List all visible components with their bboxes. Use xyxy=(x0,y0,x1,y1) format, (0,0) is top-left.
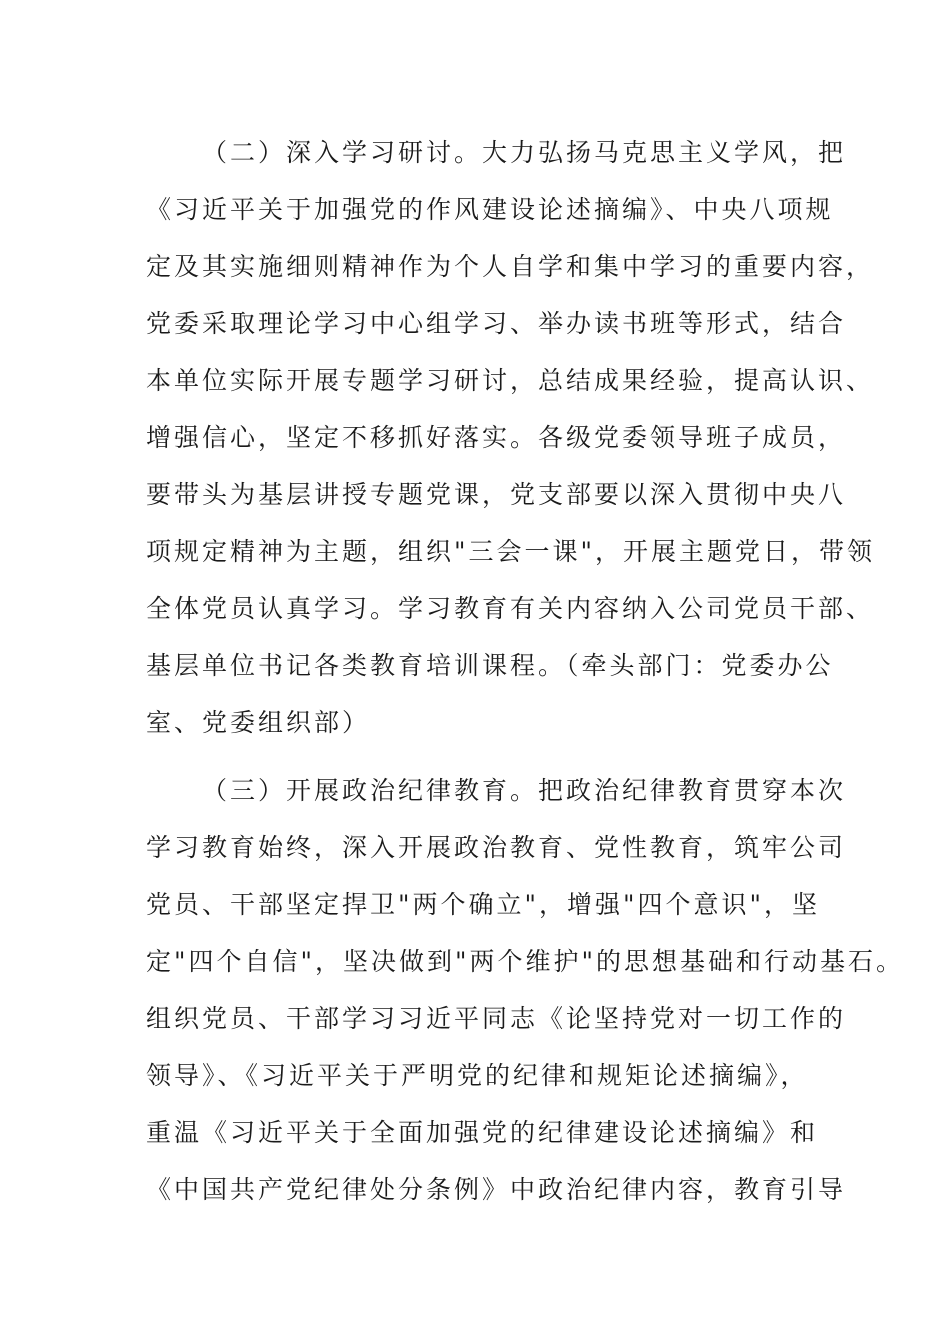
paragraph-line: 全体党员认真学习。学习教育有关内容纳入公司党员干部、 xyxy=(146,594,875,623)
paragraph-line: 项规定精神为主题，组织"三会一课"，开展主题党日，带领 xyxy=(146,537,876,566)
paragraph-line: （三）开展政治纪律教育。把政治纪律教育贯穿本次 xyxy=(202,776,847,805)
paragraph-line: 组织党员、干部学习习近平同志《论坚持党对一切工作的 xyxy=(146,1004,847,1033)
paragraph-line: 室、党委组织部） xyxy=(146,708,371,737)
paragraph-line: 《习近平关于加强党的作风建设论述摘编》、中央八项规 xyxy=(146,195,834,224)
paragraph-line: 党员、干部坚定捍卫"两个确立"，增强"四个意识"，坚 xyxy=(146,890,820,919)
paragraph-line: 《中国共产党纪律处分条例》中政治纪律内容，教育引导 xyxy=(146,1175,847,1204)
paragraph-line: 重温《习近平关于全面加强党的纪律建设论述摘编》和 xyxy=(146,1118,819,1147)
paragraph-line: 领导》、《习近平关于严明党的纪律和规矩论述摘编》， xyxy=(146,1061,809,1090)
paragraph-line: 定及其实施细则精神作为个人自学和集中学习的重要内容， xyxy=(146,252,875,281)
paragraph-line: 学习教育始终，深入开展政治教育、党性教育，筑牢公司 xyxy=(146,833,847,862)
paragraph-line: 本单位实际开展专题学习研讨，总结成果经验，提高认识、 xyxy=(146,366,875,395)
paragraph-line: 增强信心，坚定不移抓好落实。各级党委领导班子成员， xyxy=(146,423,847,452)
paragraph-line: 定"四个自信"，坚决做到"两个维护"的思想基础和行动基石。 xyxy=(146,947,904,976)
paragraph-line: 党委采取理论学习中心组学习、举办读书班等形式，结合 xyxy=(146,309,847,338)
paragraph-line: （二）深入学习研讨。大力弘扬马克思主义学风，把 xyxy=(202,138,847,167)
paragraph-line: 要带头为基层讲授专题党课，党支部要以深入贯彻中央八 xyxy=(146,480,847,509)
paragraph-line: 基层单位书记各类教育培训课程。（牵头部门：党委办公 xyxy=(146,651,834,680)
